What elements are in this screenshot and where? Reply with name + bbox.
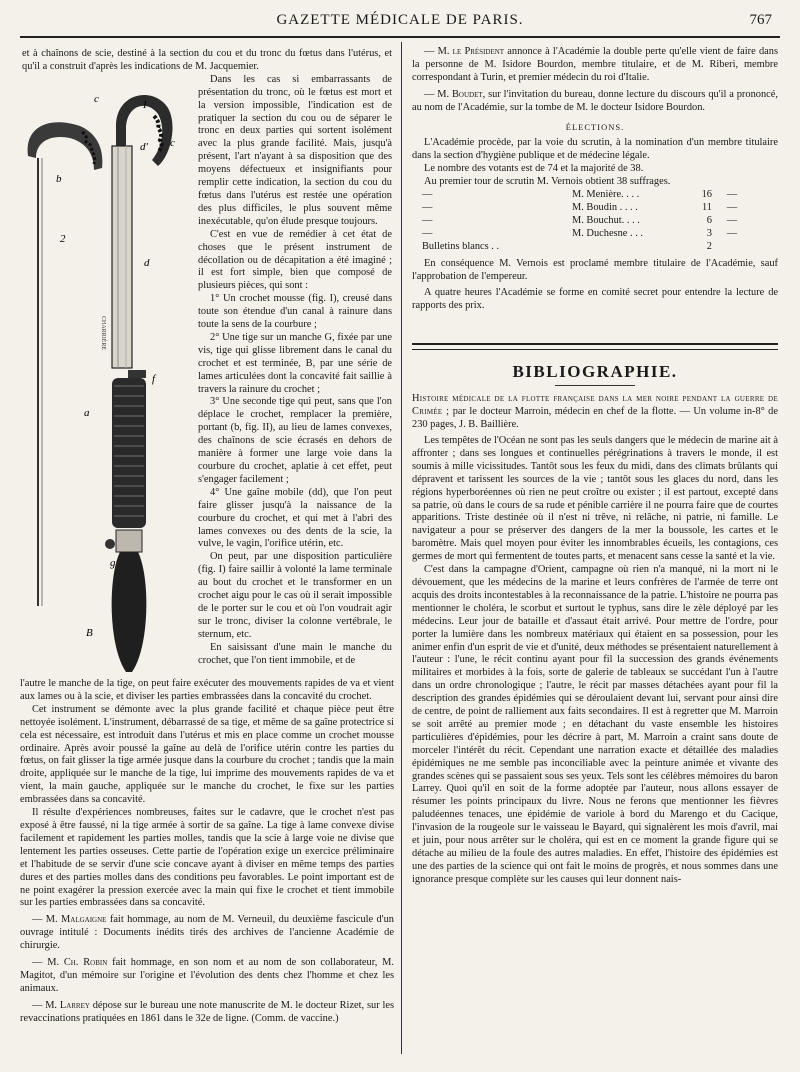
figure-label: 2 [60, 233, 66, 245]
paragraph: 1° Un crochet mousse (fig. I), creusé dans toute son étendue d'un canal à rainure dans toute la sens de la courbure ; [198, 293, 392, 331]
column-divider [401, 42, 402, 1054]
paragraph: Il résulte d'expériences nombreuses, faites sur le cadavre, que le crochet n'est pas exposé à être faussé, ni la tige armée à sortir de sa gaîne. La tige à lame convexe divise facilement et rapidement les parties molles, tandis que la scie à large voie ne divise que lentement les parties osseuses. Cette partie de l'opération exige un exercice préliminaire et l'habitude de se servir d'une scie concave ayant à diviser en même temps des parties dures et des parties molles dans des conditions peu favorables. Le point important est de ne point exagérer la pression exercée avec la main qui fixe le crochet et tient immobile sur les parties embrassées dans sa concavité. [20, 807, 394, 909]
figure-label: d [144, 257, 150, 269]
vote-row: — M. Duchesne . . . 3 — [422, 227, 738, 239]
paragraph: 4° Une gaîne mobile (dd), que l'on peut faire glisser jusqu'à la naissance de la courbure du crochet, et qui met à l'abri des lames convexes ou des dents de la scie, la vulve, le vagin, l'orifice utérin, etc. [198, 486, 392, 550]
figure-label: f [152, 373, 156, 385]
paragraph: Cet instrument se démonte avec la plus grande facilité et chaque pièce peut être nettoyée isolément. L'instrument, débarrassé de sa tige, et même de sa gaîne protectrice si cela est nécessaire, est introduit dans l'utérus et mis en place comme un crochet mousse ordinaire. Après avoir poussé la gaîne au delà de l'orifice utérin contre les parties du fœtus, on fait glisser la tige armée jusque dans la courbure du crochet ; tandis que la main droite, appliquée sur le manche de la tige, lui imprime des mouvements rapides de va et vient, la main gauche, appliquée sur le manche du crochet, le fixe sur les parties embrassées dans sa concavité. [20, 703, 394, 806]
paragraph: On peut, par une disposition particulière (fig. I) faire saillir à volonté la lame terminale au bout du crochet et le transformer en un crochet aigu pour le cas où il serait impossible de le porter sur le cou et où l'on voudrait agir sur le tronc, diviser la colonne vertébrale, le sternum, etc. [198, 551, 392, 640]
announcement: — M. Malgaigne fait hommage, au nom de M. Verneuil, du deuxième fascicule d'un ouvrage intitulé : Documents inédits tirés des archives de l'ancienne Académie de chirurgie. [20, 914, 394, 952]
section-separator [412, 343, 778, 350]
paragraph: Le nombre des votants est de 74 et la majorité de 38. [424, 163, 644, 175]
paragraph: En conséquence M. Vernois est proclamé membre titulaire de l'Académie, sauf l'approbation de l'empereur. [412, 257, 778, 282]
maker-mark: CHARRIÈRE [100, 316, 106, 351]
elections-heading: ÉLECTIONS. [565, 121, 625, 132]
announcement: — M. Ch. Robin fait hommage, en son nom et au nom de son collaborateur, M. Magitot, d'un mémoire sur l'origine et l'évolution des dents chez l'homme et chez les animaux. [20, 957, 394, 994]
paragraph: C'est en vue de remédier à cet état de choses que le présent instrument de décollation ou de décapitation a été imaginé ; il est fort simple, bien que composé de plusieurs pièces, qui sont : [198, 228, 392, 292]
paragraph: et à chaînons de scie, destiné à la section du cou et du tronc du fœtus dans l'utérus, et qu'il a construit d'après les indications de M. Jacquemier. [22, 48, 392, 72]
announcement: — M. Boudet, sur l'invitation du bureau, donne lecture du discours qu'il a prononcé, au nom de l'Académie, sur la tombe de M. le docteur Isidore Bourdon. [412, 88, 778, 113]
page-number: 767 [749, 12, 772, 28]
vote-row: Bulletins blancs . . 2 [422, 240, 712, 252]
right-column-upper [412, 46, 778, 313]
instrument-engraving [20, 86, 196, 678]
figure-label: c [94, 93, 99, 105]
page-header [20, 8, 780, 38]
paragraph: En saisissant d'une main le manche du crochet, que l'on tient immobile, et de [198, 641, 392, 666]
figure-label: d' [140, 141, 148, 153]
paragraph: 2° Une tige sur un manche G, fixée par une vis, tige qui glisse librement dans le canal du crochet et est terminée, B, par une série de lames articulées dont la concavité fait saillie à travers la rainure du crochet ; [198, 331, 392, 395]
vote-table [412, 189, 778, 254]
figure-label: a [84, 407, 90, 419]
announcement: — M. Larrey dépose sur le bureau une note manuscrite de M. le docteur Rizet, sur les revaccinations pratiquées en 1861 dans le 32e de ligne. (Comm. de vaccine.) [20, 999, 394, 1024]
paragraph: 3° Une seconde tige qui peut, sans que l'on déplace le crochet, remplacer la première, portant (b, fig. II), au lieu de lames convexes, des chaînons de scie écrasés en dehors de manière à former une large voie dans la courbure du crochet, aplatie à cet effet, peut s'engager facilement ; [198, 396, 392, 485]
paragraph: Au premier tour de scrutin M. Vernois obtient 38 suffrages. [424, 176, 671, 188]
figure-label: b [56, 173, 62, 185]
paragraph: Les tempêtes de l'Océan ne sont pas les seuls dangers que le médecin de marine ait à affronter ; dans ses longues et continuelles pérégrinations à travers le monde, il est soumis à mille vicissitudes. Tantôt sous les feux du midi, dans des climats brûlants qui dépravent et tarissent les sources de la vie ; tantôt sous les glaces du nord, dans les régions hyperboréennes où rien ne peut croître ou exister ; il est partout, excepté dans sa patrie, où dans le cours de sa rude et pénible carrière il ne pourra faire que de courtes apparitions. Triste destinée où il n'est ni trêve, ni relâche, ni patrie, ni famille. Le navigateur a pour se préserver des dangers de la mer la boussole, les cartes et le baromètre. Mais quel moyen pour éviter les innombrables écueils, les contagions, ces germes de mort qui fermentent de toutes parts, et menacent sans cesse la santé et la vie. [412, 435, 778, 563]
paragraph: Dans les cas si embarrassants de présentation du tronc, où le fœtus est mort et la version impossible, l'indication est de pratiquer la section du cou ou de séparer le tronc en deux parties qui sortent isolément avec la plus grande facilité. Mais, jusqu'à présent, l'art n'ayant à sa disposition que des moyens défectueux et insignifiants pour remplir cette indication, la section du cou du fœtus dans l'utérus est restée une opération des plus difficiles, le plus souvent même inexécutable, qu'on élude presque toujours. [198, 73, 392, 227]
bibliography-heading: BIBLIOGRAPHIE. [512, 362, 678, 381]
paragraph: l'autre le manche de la tige, on peut faire exécuter des mouvements rapides de va et vient aux lames ou à la scie, et diviser les parties embrassées dans la concavité du crochet. [20, 678, 394, 702]
heading-underline [555, 385, 635, 386]
paragraph: C'est dans la campagne d'Orient, campagne où rien n'a manqué, ni la mort ni le dévouement, que les médecins de la marine et leurs confrères de l'armée de terre ont acquis des droits incontestables à la reconnaissance de la patrie. L'histoire ne pourra pas mentionner le choléra, le scorbut et surtout le typhus, sans dire le zèle déployé par les médecins. Leur jour de bataille et d'assaut était arrivé. Pour mettre de l'ordre, pour porter la lumière dans les nombreux matériaux qui étaient en sa possession, pour les animer enfin d'un esprit de vie et d'unité, deux méthodes se présentaient naturellement à l'auteur : l'une, le récit continu ayant pour fil la succession des grands événements militaires et morbides à la fois, sorte de galerie de tableaux se succédant l'un à l'autre dans un ordre chronologique ; l'autre, le récit par masses détachées ayant pour fil la description des grandes épidémies qui se déroulaient devant lui, servant pour ainsi dire de centre, de point de ralliement aux faits secondaires. Il est à regretter que M. Marroin se soit arrêté au premier mode ; en détachant du vaste ensemble les histoires particulières d'épidémies, pour les décrire à part, M. Marroin a craint sans doute de morceler l'intérêt du récit. Cependant une narration exacte et détaillée des maladies épidémiques ne me semble pas inconciliable avec la peinture animée et vivante des grandes scènes qui se passaient sous ses yeux. Tels sont les célèbres mémoires du baron Larrey. Quoi qu'il en soit de la forme adoptée par l'auteur, nous allons essayer de résumer les points principaux du livre. Nous ne ferons que mentionner les fièvres paludéennes tenaces, une épidémie de variole à bord du Marengo et du Cacique, l'invasion de la rougeole sur le vaisseau le Bayard, qui signalèrent les mois d'avril, mai et juin, pour nous arrêter sur le choléra, qui est en ce moment la grande figure qui se détache au milieu de la foule des autres maladies. En effet, l'histoire des épidémies est une des parties de la science qui ont fait le moins de progrès, et nous sommes dans une ignorance presque complète sur les causes qui leur donnent nais- [412, 564, 778, 885]
figure-label: g [110, 557, 116, 569]
figure-label: 1 [142, 99, 148, 111]
book-reference: Histoire médicale de la flotte française dans la mer noire pendant la guerre de Crimée ; par le docteur Marroin, médecin en chef de la flotte. — Un volume in-8° de 230 pages, J. B. Baillière. [412, 393, 778, 430]
paragraph: L'Académie procède, par la voie du scrutin, à la nomination d'un membre titulaire dans la section d'hygiène publique et de médecine légale. [412, 137, 778, 162]
announcement: — M. le Président annonce à l'Académie la double perte qu'elle vient de faire dans la personne de M. Isidore Bourdon, membre titulaire, et de M. Riberi, membre correspondant à Turin, et premier médecin du roi d'Italie. [412, 46, 778, 83]
vote-row: — M. Bouchut. . . . 6 — [422, 214, 738, 226]
left-column-lower [20, 678, 394, 1026]
figure-label: c [170, 137, 175, 149]
bibliography-section [412, 392, 778, 887]
running-title: GAZETTE MÉDICALE DE PARIS. [276, 12, 524, 28]
paragraph: A quatre heures l'Académie se forme en comité secret pour entendre la lecture de rapports des prix. [412, 287, 778, 312]
vote-row: — M. Menière. . . . 16 — [422, 189, 738, 201]
vote-row: — M. Boudin . . . . 11 — [422, 201, 738, 213]
figure-label: B [86, 627, 93, 639]
instrument-figure [20, 86, 196, 678]
